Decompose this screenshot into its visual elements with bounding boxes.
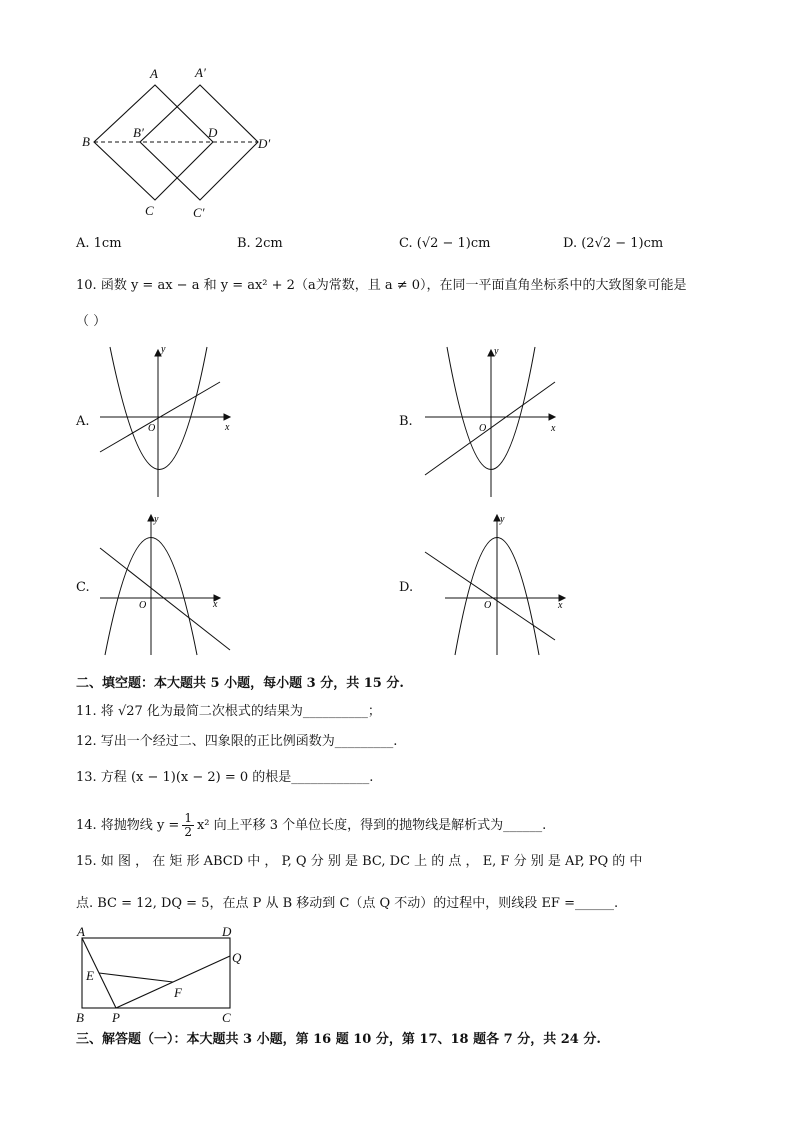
axis-x-label: x (551, 423, 556, 434)
section-3-title: 三、解答题（一）：本大题共 3 小题，第 16 题 10 分，第 17、18 题各 7 分，共 24 分. (76, 1032, 601, 1047)
q10-graph-a (95, 342, 240, 502)
axis-y-label: y (494, 346, 499, 357)
axis-x-label: x (225, 422, 230, 433)
q10-graph-b (420, 342, 565, 502)
q9-option-b: B. 2cm (237, 236, 283, 251)
q10-graph-d (420, 510, 570, 660)
q12: 12. 写出一个经过二、四象限的正比例函数为_________. (76, 734, 398, 749)
label-A: A (77, 924, 85, 939)
axis-y-label: y (154, 514, 159, 525)
q10-option-a-label: A. (76, 414, 90, 429)
label-C: C (145, 203, 154, 218)
q10-option-c-label: C. (76, 580, 90, 595)
axis-y-label: y (161, 344, 166, 355)
label-B-prime: B′ (133, 125, 144, 140)
q10-text: 函数 y = ax − a 和 y = ax² + 2（a为常数，且 a ≠ 0），在同一平面直角坐标系中的大致图象可能是 (100, 278, 687, 293)
q15-figure (72, 922, 257, 1027)
q13: 13. 方程 (x − 1)(x − 2) = 0 的根是____________. (76, 770, 374, 785)
q9-option-a: A. 1cm (76, 236, 122, 251)
origin-label: O (484, 600, 492, 611)
label-C-prime: C′ (193, 205, 205, 220)
label-D: D (222, 924, 232, 939)
label-F: F (174, 985, 182, 1000)
q10-option-d-label: D. (399, 580, 414, 595)
q15-line-2: 点. BC = 12, DQ = 5，在点 P 从 B 移动到 C（点 Q 不动）的过程中，则线段 EF =______. (76, 896, 619, 911)
origin-label: O (139, 600, 147, 611)
q14-denominator: 2 (184, 825, 192, 839)
q10-paren: （ ） (76, 314, 107, 329)
q9-figure (75, 60, 295, 225)
section-2-title: 二、填空题：本大题共 5 小题，每小题 3 分，共 15 分. (76, 676, 404, 691)
label-E: E (86, 968, 94, 983)
q14-numerator: 1 (184, 811, 192, 825)
label-D: D (208, 125, 218, 140)
q10-stem (76, 278, 687, 294)
q10-graph-c (95, 510, 240, 660)
label-D-prime: D′ (258, 136, 271, 151)
rectangle-abcd (82, 938, 230, 1008)
q9-option-c: C. (√2 − 1)cm (399, 236, 491, 251)
axis-x-label: x (213, 599, 218, 610)
q14 (76, 812, 546, 839)
segment-ef (99, 973, 173, 982)
origin-label: O (479, 423, 487, 434)
q10-number: 10. (76, 278, 97, 293)
label-C: C (222, 1010, 231, 1025)
q10-option-b-label: B. (399, 414, 413, 429)
origin-label: O (148, 423, 156, 434)
label-B: B (82, 134, 90, 149)
q14-pre: 14. 将抛物线 y = (76, 817, 180, 833)
label-A: A (150, 66, 158, 81)
q15-line-1: 15. 如 图 ， 在 矩 形 ABCD 中 ， P, Q 分 别 是 BC, DC 上 的 点 ， E, F 分 别 是 AP, PQ 的 中 (76, 854, 643, 869)
label-A-prime: A′ (195, 65, 206, 80)
label-Q: Q (232, 950, 242, 965)
q11: 11. 将 √27 化为最简二次根式的结果为__________； (76, 704, 381, 719)
label-B: B (76, 1010, 84, 1025)
q14-post: x² 向上平移 3 个单位长度，得到的抛物线是解析式为______. (196, 817, 547, 833)
label-P: P (112, 1010, 120, 1025)
q9-option-d: D. (2√2 − 1)cm (563, 236, 664, 251)
q14-fraction (182, 812, 194, 839)
axis-y-label: y (500, 514, 505, 525)
axis-x-label: x (558, 600, 563, 611)
